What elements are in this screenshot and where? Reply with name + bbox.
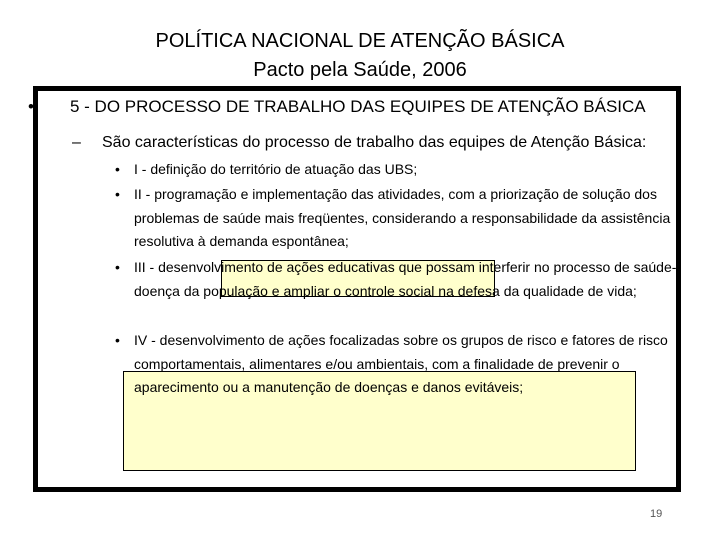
title-line-1: POLÍTICA NACIONAL DE ATENÇÃO BÁSICA (155, 30, 565, 52)
list-item-text: III - desenvolvimento de ações educativas que possam interferir no processo de saúde-doença da população e ampliar o controle social na defesa da qualidade de vida; (134, 259, 677, 299)
bullet-icon: • (115, 332, 120, 348)
list-item (115, 158, 680, 182)
list-item-text: I - definição do território de atuação das UBS; (134, 161, 418, 177)
bullet-icon: • (115, 161, 120, 177)
level2-text: São características do processo de trabalho das equipes de Atenção Básica: (102, 134, 647, 151)
bullet-icon: • (115, 186, 120, 202)
level1-item (28, 96, 646, 118)
page-number: 19 (650, 508, 663, 520)
list-item (115, 329, 680, 400)
dash-icon: – (72, 134, 81, 151)
list-item-text: IV - desenvolvimento de ações focalizadas sobre os grupos de risco e fatores de risco comportamentais, alimentares e/ou ambientais, com a finalidade de prevenir o aparecimento ou a manutenção de doenças e danos evitáveis; (134, 332, 668, 395)
list-item (115, 183, 680, 254)
list-item (115, 256, 680, 303)
level2-item (72, 132, 646, 154)
title-line-2: Pacto pela Saúde, 2006 (253, 59, 467, 81)
bullet-icon: • (115, 259, 120, 275)
list-item-text: II - programação e implementação das atividades, com a priorização de solução dos problemas de saúde mais freqüentes, considerando a responsabilidade da assistência resolutiva à demanda espontânea; (134, 186, 671, 249)
bullet-icon: • (28, 97, 34, 116)
level1-text: 5 - DO PROCESSO DE TRABALHO DAS EQUIPES DE ATENÇÃO BÁSICA (70, 97, 646, 116)
